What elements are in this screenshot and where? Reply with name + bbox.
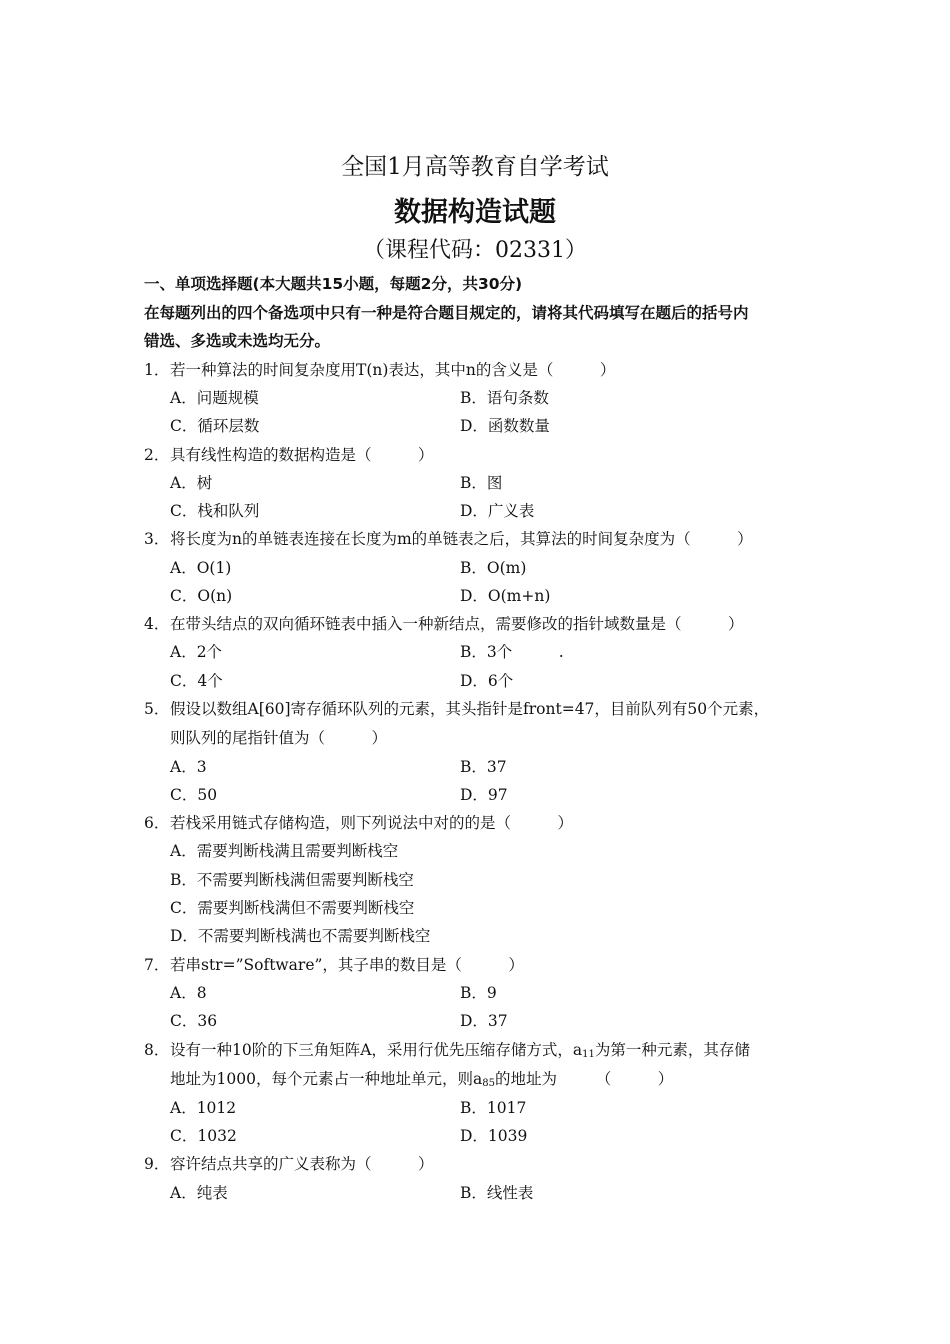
option-d: D．广义表 [460,502,535,520]
question-text: 设有一种10阶的下三角矩阵A，采用行优先压缩存储方式，a [170,1041,583,1059]
option-c: C．循环层数 [170,417,260,435]
option-b: B．9 [460,984,497,1002]
option-d: D．1039 [460,1127,528,1145]
question-number: 9． [144,1155,170,1173]
section-title: 一、单项选择题(本大题共15小题，每题2分，共30分) [144,275,523,293]
question-text: 的地址为 （ ） [494,1070,674,1088]
option-b: B．图 [460,474,503,492]
option-c: C．1032 [170,1127,237,1145]
option-b: B．O(m) [460,559,527,577]
option-d: D．函数数量 [460,417,550,435]
option-c: C．需要判断栈满但不需要判断栈空 [170,899,415,917]
option-a: A．2个 [170,643,223,661]
question-text: 若串str=”Software”，其子串的数目是（ ） [170,956,524,974]
question-text: 在带头结点的双向循环链表中插入一种新结点，需要修改的指针域数量是（ ） [170,615,744,633]
option-d: D．不需要判断栈满也不需要判断栈空 [170,927,431,945]
option-a: A．O(1) [170,559,232,577]
option-d: D．97 [460,786,508,804]
subscript: 85 [482,1078,495,1089]
option-c: C．栈和队列 [170,502,260,520]
option-b: B．1017 [460,1099,527,1117]
question-9 [144,1152,434,1174]
exam-title: 全国1月高等教育自学考试 [341,154,609,180]
section-instruction: 在每题列出的四个备选项中只有一种是符合题目规定的，请将其代码填写在题后的括号内 [144,304,749,322]
option-a: A．3 [170,758,207,776]
question-text: 若一种算法的时间复杂度用T(n)表达，其中n的含义是（ ） [170,361,616,379]
question-text: 具有线性构造的数据构造是（ ） [170,446,434,464]
question-3 [144,527,753,549]
question-text: 为第一种元素，其存储 [594,1041,750,1059]
question-number: 2． [144,446,170,464]
option-a: A．8 [170,984,207,1002]
question-8 [144,1038,750,1060]
option-b: B．语句条数 [460,389,549,407]
question-text: 容许结点共享的广义表称为（ ） [170,1155,434,1173]
option-d: D．37 [460,1012,508,1030]
course-code: （课程代码：02331） [363,238,587,263]
subscript: 11 [582,1049,595,1060]
question-text-cont [170,1067,673,1089]
option-a: A．需要判断栈满且需要判断栈空 [170,842,399,860]
option-d: D．O(m+n) [460,587,551,605]
option-b: B．3个 . [460,643,564,661]
question-number: 8． [144,1041,170,1059]
question-number: 6． [144,814,170,832]
question-number: 5． [144,700,170,718]
option-c: C．36 [170,1012,218,1030]
question-1 [144,358,615,380]
option-b: B．线性表 [460,1184,534,1202]
option-b: B．不需要判断栈满但需要判断栈空 [170,871,414,889]
question-text-cont: 则队列的尾指针值为（ ） [170,729,388,747]
option-c: C．4个 [170,672,223,690]
question-4 [144,612,744,634]
question-text: 若栈采用链式存储构造，则下列说法中对的的是（ ） [170,814,574,832]
question-number: 3． [144,530,170,548]
question-2 [144,443,434,465]
option-a: A．1012 [170,1099,237,1117]
option-a: A．问题规模 [170,389,259,407]
question-text: 地址为1000，每个元素占一种地址单元，则a [170,1070,483,1088]
question-text: 假设以数组A[60]寄存循环队列的元素，其头指针是front=47，目前队列有50个元素， [170,700,770,718]
question-number: 4． [144,615,170,633]
question-7 [144,953,524,975]
option-b: B．37 [460,758,507,776]
subject-title: 数据构造试题 [394,197,556,228]
question-5 [144,697,769,719]
question-text: 将长度为n的单链表连接在长度为m的单链表之后，其算法的时间复杂度为（ ） [170,530,753,548]
option-c: C．O(n) [170,587,233,605]
question-number: 1． [144,361,170,379]
question-number: 7． [144,956,170,974]
question-6 [144,811,573,833]
option-a: A．树 [170,474,213,492]
option-d: D．6个 [460,672,514,690]
section-instruction-cont: 错选、多选或未选均无分。 [144,332,331,350]
option-a: A．纯表 [170,1184,228,1202]
option-c: C．50 [170,786,218,804]
